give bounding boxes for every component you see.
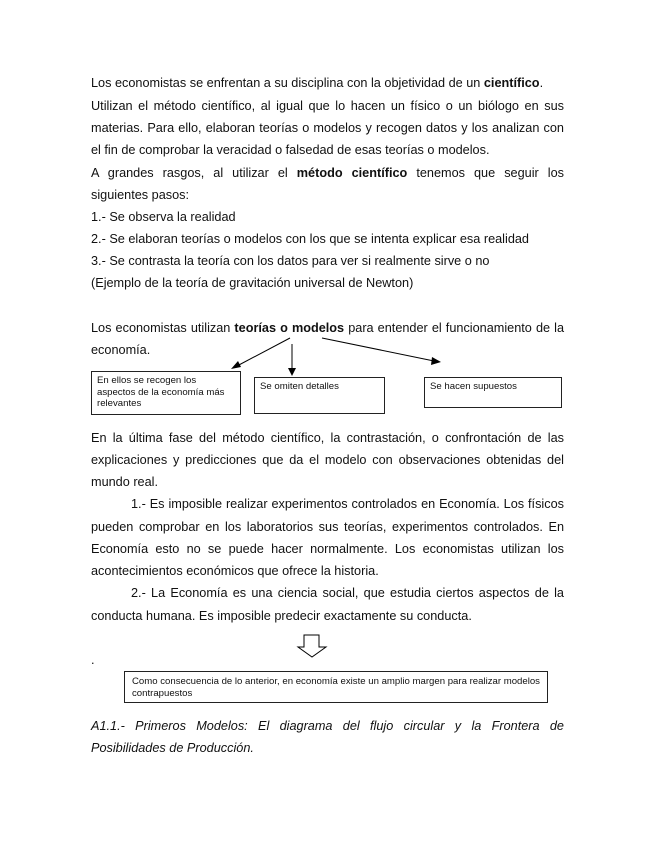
text-line: conducta humana. Es imposible predecir exactamente su conducta. (91, 609, 472, 623)
text-line: A grandes rasgos, al utilizar el método científico tenemos que seguir los (91, 166, 564, 180)
text-line: 2.- La Economía es una ciencia social, que estudia ciertos aspectos de la (131, 586, 564, 600)
text-line: 1.- Es imposible realizar experimentos controlados en Economía. Los físicos (131, 497, 564, 511)
arrow-to-box3 (322, 338, 434, 361)
arrowhead-icon (231, 361, 241, 369)
stray-dot: . (91, 653, 95, 667)
heading-line: A1.1.- Primeros Modelos: El diagrama del flujo circular y la Frontera de (91, 719, 564, 733)
heading-line: Posibilidades de Producción. (91, 741, 254, 755)
text-line: Los economistas utilizan teorías o modelos para entender el funcionamiento de la (91, 321, 565, 335)
step-3: 3.- Se contrasta la teoría con los datos para ver si realmente sirve o no (91, 254, 490, 268)
text-line: siguientes pasos: (91, 188, 190, 202)
text-line: pueden comprobar en los laboratorios sus teorías, experimentos controlados. En (91, 520, 564, 534)
example-note: (Ejemplo de la teoría de gravitación universal de Newton) (91, 276, 414, 290)
text-line: explicaciones y predicciones que da el modelo con observaciones obtenidas del (91, 453, 564, 467)
text-line: economía. (91, 343, 151, 357)
text-line: Economía esto no se puede hacer normalmente. Los economistas utilizan los (91, 542, 564, 556)
arrowhead-icon (431, 357, 441, 365)
text-line: En la última fase del método científico, la contrastación, o confrontación de las (91, 431, 564, 445)
arrow-to-box1 (237, 338, 290, 366)
box-assumptions: Se hacen supuestos (424, 377, 562, 408)
arrowhead-icon (288, 368, 296, 376)
conclusion-box: Como consecuencia de lo anterior, en economía existe un amplio margen para realizar modelos contrapuestos (124, 671, 548, 703)
step-1: 1.- Se observa la realidad (91, 210, 236, 224)
box-omit-details: Se omiten detalles (254, 377, 385, 414)
step-2: 2.- Se elaboran teorías o modelos con los que se intenta explicar esa realidad (91, 232, 529, 246)
text-line: el fin de comprobar la veracidad o falsedad de esas teorías o modelos. (91, 143, 490, 157)
text-line: Los economistas se enfrentan a su disciplina con la objetividad de un científico. (91, 76, 544, 90)
text-line: Utilizan el método científico, al igual que lo hacen un físico o un biólogo en sus (91, 99, 564, 113)
text-line: materias. Para ello, elaboran teorías o modelos y recogen datos y los analizan con (91, 121, 564, 135)
text-line: mundo real. (91, 475, 158, 489)
text-line: acontecimientos económicos que ofrece la historia. (91, 564, 379, 578)
box-relevant-aspects: En ellos se recogen los aspectos de la economía más relevantes (91, 371, 241, 415)
